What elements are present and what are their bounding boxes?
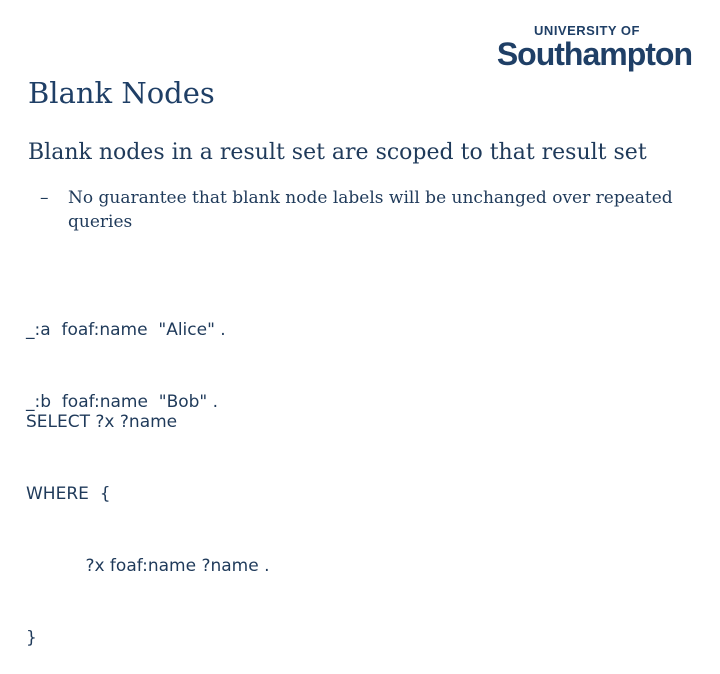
sub-bullet bbox=[40, 186, 718, 234]
query-line: WHERE { bbox=[26, 484, 111, 504]
triple-line: _:b foaf:name "Bob" . bbox=[26, 392, 219, 412]
logo-university-of: UNIVERSITY OF bbox=[534, 23, 640, 38]
sub-bullet-text: No guarantee that blank node labels will be unchanged over repeated queries bbox=[68, 188, 673, 232]
university-logo bbox=[497, 24, 692, 70]
triple-line: _:a foaf:name "Alice" . bbox=[26, 320, 226, 340]
sub-bullet-dash: – bbox=[40, 188, 49, 208]
sparql-query-block bbox=[26, 362, 270, 674]
query-line: } bbox=[26, 628, 37, 648]
query-line: SELECT ?x ?name bbox=[26, 412, 178, 432]
query-line: ?x foaf:name ?name . bbox=[26, 556, 270, 576]
slide-title: Blank Nodes bbox=[28, 76, 215, 110]
main-bullet: Blank nodes in a result set are scoped to that result set bbox=[28, 140, 647, 165]
logo-southampton: Southampton bbox=[496, 36, 692, 72]
